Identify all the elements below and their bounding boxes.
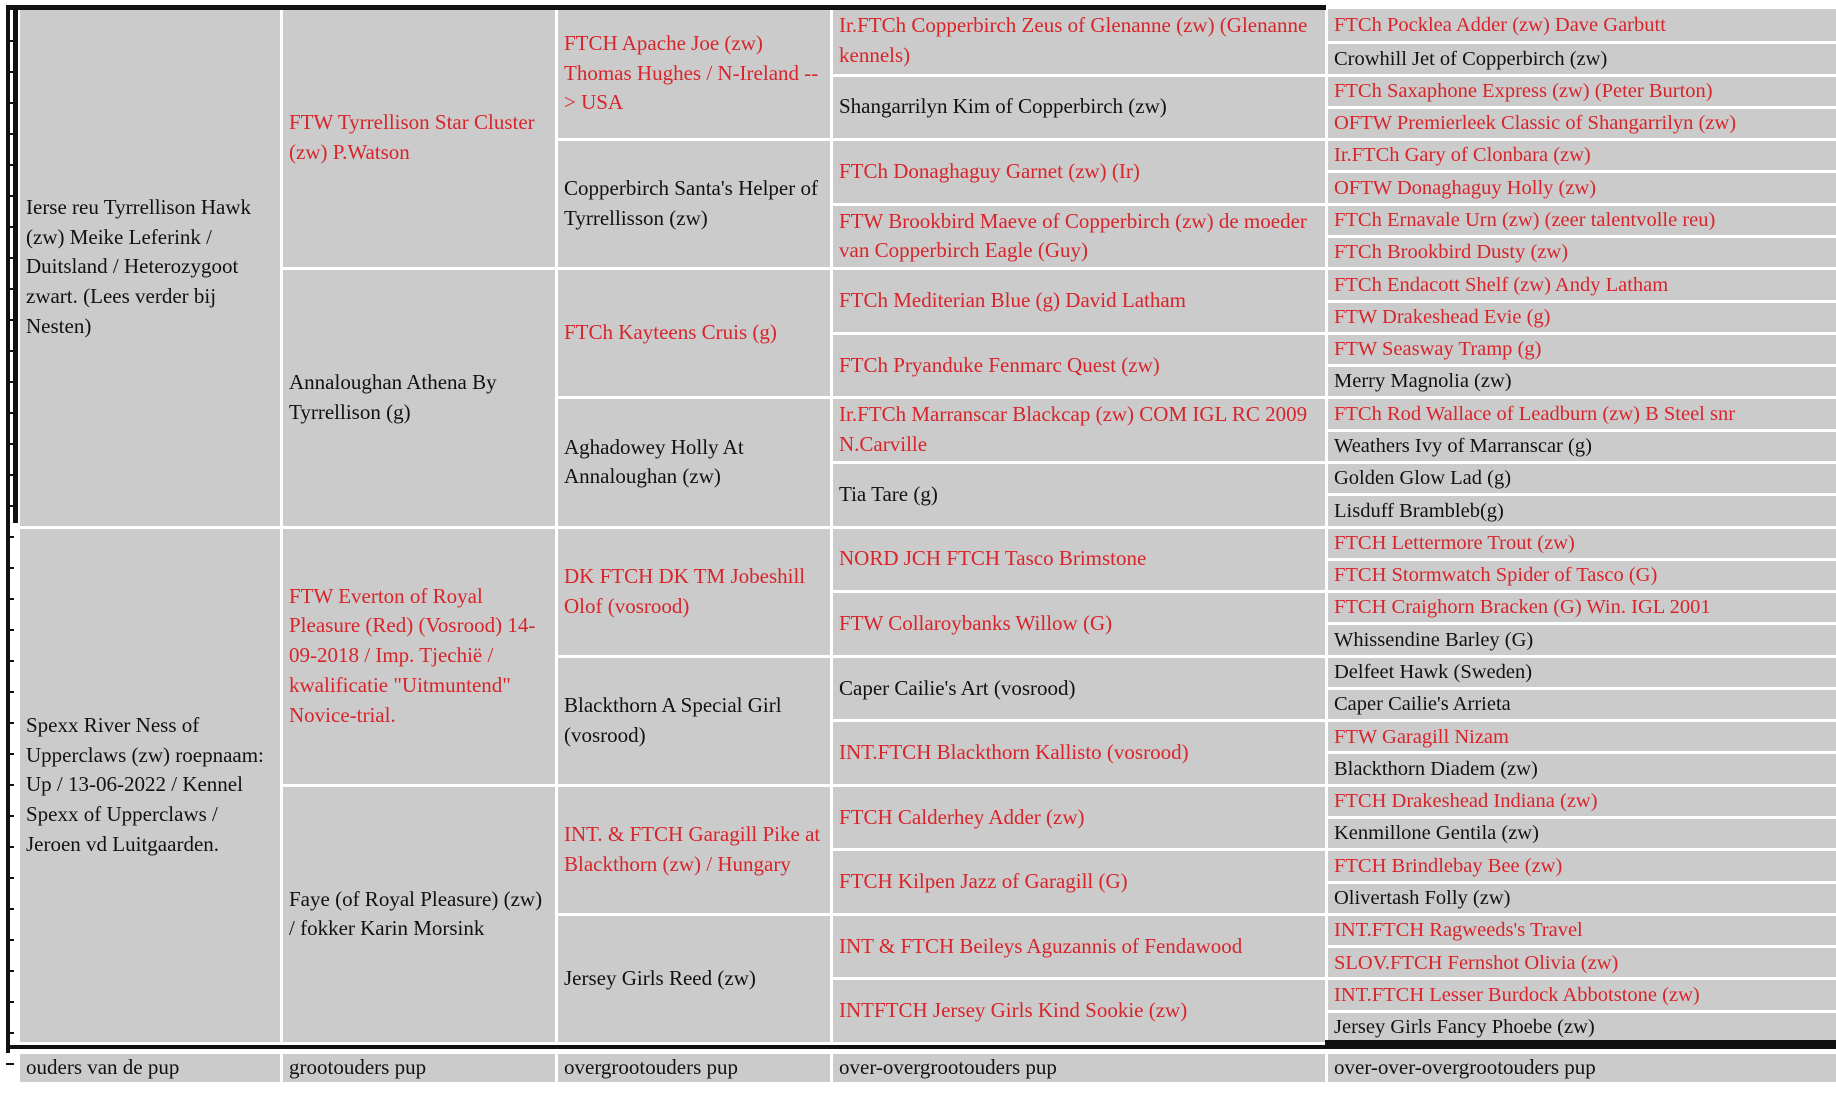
dog-name: Caper Cailie's Art (vosrood) (839, 675, 1076, 700)
dog-name: Annaloughan Athena By Tyrrellison (g) (289, 370, 497, 424)
pedigree-cell-gen3 (558, 658, 830, 784)
dog-name: FTCH Kilpen Jazz of Garagill (G) (839, 869, 1128, 894)
dog-name: FTCH Drakeshead Indiana (zw) (1334, 790, 1598, 813)
generation-label-text: over-overgrootouders pup (839, 1055, 1057, 1080)
pedigree-cell-gen5 (1328, 658, 1836, 687)
pedigree-cell-gen3 (558, 916, 830, 1042)
left-edge-tick (6, 598, 14, 600)
dog-name: Kenmillone Gentila (zw) (1334, 822, 1539, 845)
dog-name: Golden Glow Lad (g) (1334, 467, 1512, 490)
pedigree-cell-gen5 (1328, 593, 1836, 622)
generation-label (558, 1054, 830, 1082)
left-edge-tick (6, 536, 14, 538)
dog-name: FTCh Donaghaguy Garnet (zw) (Ir) (839, 159, 1140, 183)
dog-name: FTCh Pryanduke Fenmarc Quest (zw) (839, 352, 1160, 377)
dog-name: INT.FTCH Lesser Burdock Abbotstone (zw) (1334, 983, 1700, 1006)
pedigree-cell-gen4 (833, 980, 1325, 1042)
generation-label (20, 1054, 280, 1082)
left-edge-tick (6, 753, 14, 755)
left-edge-tick (6, 257, 14, 259)
dog-name: FTCh Brookbird Dusty (zw) (1334, 241, 1569, 264)
col1-left-border (13, 5, 18, 523)
pedigree-cell-gen4 (833, 9, 1325, 74)
dog-name: Jersey Girls Reed (zw) (564, 966, 756, 991)
left-edge-tick (6, 474, 14, 476)
left-edge-tick (6, 412, 14, 414)
dog-name: FTCh Endacott Shelf (zw) Andy Latham (1334, 273, 1669, 296)
dog-name: DK FTCH DK TM Jobeshill Olof (vosrood) (564, 563, 806, 618)
pedigree-cell-gen4 (833, 658, 1325, 720)
dog-name: Shangarrilyn Kim of Copperbirch (zw) (839, 94, 1167, 119)
dog-name: Crowhill Jet of Copperbirch (zw) (1334, 47, 1608, 70)
pedigree-cell-gen5 (1328, 173, 1836, 202)
pedigree-cell-gen4 (833, 399, 1325, 461)
generation-label-text: grootouders pup (289, 1055, 427, 1080)
dog-name: INTFTCH Jersey Girls Kind Sookie (zw) (839, 998, 1188, 1023)
left-edge-tick (6, 71, 14, 73)
pedigree-cell-gen5 (1328, 561, 1836, 590)
dog-name: SLOV.FTCH Fernshot Olivia (zw) (1334, 951, 1619, 974)
generation-label-text: overgrootouders pup (564, 1055, 738, 1080)
pedigree-cell-gen4 (833, 529, 1325, 591)
pedigree-cell-gen5 (1328, 916, 1836, 945)
pedigree-cell-gen3 (558, 787, 830, 913)
table-top-border (6, 5, 1326, 10)
dog-name: FTW Drakeshead Evie (g) (1334, 305, 1551, 328)
dog-name: INT & FTCH Beileys Aguzannis of Fendawood (839, 933, 1243, 958)
dog-name: Ierse reu Tyrrellison Hawk (zw) Meike Leferink / Duitsland / Heterozygoot zwart. (Lees verder bij Nesten) (26, 194, 251, 338)
pedigree-cell-gen5 (1328, 980, 1836, 1009)
left-edge-tick (6, 164, 14, 166)
pedigree-cell-gen5 (1328, 399, 1836, 428)
left-edge-tick (6, 350, 14, 352)
generation-label (283, 1054, 555, 1082)
left-edge-tick (6, 1032, 14, 1034)
dog-name: FTW Tyrrellison Star Cluster (zw) P.Watson (289, 110, 535, 165)
left-edge-tick (6, 443, 14, 445)
pedigree-cell-gen5 (1328, 884, 1836, 913)
pedigree-cell-gen5 (1328, 270, 1836, 299)
pedigree-cell-gen3 (558, 141, 830, 267)
dog-name: NORD JCH FTCH Tasco Brimstone (839, 546, 1147, 571)
dog-name: Delfeet Hawk (Sweden) (1334, 660, 1533, 683)
dog-name: Jersey Girls Fancy Phoebe (zw) (1334, 1016, 1595, 1039)
dog-name: Weathers Ivy of Marranscar (g) (1334, 435, 1592, 457)
dog-name: FTCH Brindlebay Bee (zw) (1334, 854, 1563, 877)
dog-name: Merry Magnolia (zw) (1334, 370, 1512, 393)
pedigree-cell-gen5 (1328, 948, 1836, 977)
dog-name: FTCH Craighorn Bracken (G) Win. IGL 2001 (1334, 596, 1711, 619)
dog-name: INT. & FTCH Garagill Pike at Blackthorn (zw) / Hungary (564, 822, 821, 876)
dog-name: Ir.FTCh Gary of Clonbara (zw) (1334, 144, 1591, 167)
pedigree-cell-gen5 (1328, 529, 1836, 558)
dog-name: FTCh Saxaphone Express (zw) (Peter Burton) (1334, 79, 1713, 102)
left-edge-tick (6, 846, 14, 848)
dog-name: FTCh Kayteens Cruis (g) (564, 320, 777, 345)
dog-name: Faye (of Royal Pleasure) (zw) / fokker Karin Morsink (289, 886, 543, 941)
pedigree-cell-gen5 (1328, 335, 1836, 364)
pedigree-cell-gen4 (833, 141, 1325, 203)
dog-name: FTCh Pocklea Adder (zw) Dave Garbutt (1334, 13, 1666, 36)
table-bottom-border (6, 1045, 1836, 1049)
pedigree-cell-gen4 (833, 77, 1325, 139)
left-edge-tick (6, 877, 14, 879)
pedigree-cell-gen5 (1328, 9, 1836, 41)
pedigree-cell-gen2 (283, 787, 555, 1042)
dog-name: Blackthorn Diadem (zw) (1334, 757, 1538, 780)
dog-name: Lisduff Brambleb(g) (1334, 499, 1504, 522)
pedigree-cell-gen5 (1328, 109, 1836, 138)
generation-label-text: ouders van de pup (26, 1055, 180, 1080)
pedigree-cell-gen5 (1328, 367, 1836, 396)
left-edge-tick (6, 660, 14, 662)
pedigree-cell-gen5 (1328, 44, 1836, 73)
left-edge-tick (6, 939, 14, 941)
dog-name: FTCH Lettermore Trout (zw) (1334, 531, 1575, 554)
pedigree-cell-gen4 (833, 335, 1325, 397)
dog-name: FTW Collaroybanks Willow (G) (839, 610, 1113, 635)
dog-name: Copperbirch Santa's Helper of Tyrrellisson (zw) (564, 176, 818, 231)
pedigree-cell-gen1 (20, 529, 280, 1043)
dog-name: FTCH Calderhey Adder (zw) (839, 804, 1085, 829)
pedigree-cell-gen1 (20, 9, 280, 526)
pedigree-cell-gen5 (1328, 625, 1836, 654)
dog-name: FTW Brookbird Maeve of Copperbirch (zw) de moeder van Copperbirch Eagle (Guy) (839, 208, 1307, 263)
dog-name: INT.FTCH Ragweeds's Travel (1334, 919, 1583, 942)
pedigree-cell-gen5 (1328, 432, 1836, 461)
pedigree-cell-gen4 (833, 851, 1325, 913)
dog-name: Ir.FTCh Copperbirch Zeus of Glenanne (zw) (Glenanne kennels) (839, 13, 1308, 68)
pedigree-cell-gen4 (833, 593, 1325, 655)
left-edge-tick (6, 40, 14, 42)
pedigree-cell-gen5 (1328, 851, 1836, 880)
pedigree-cell-gen5 (1328, 722, 1836, 751)
pedigree-cell-gen5 (1328, 754, 1836, 783)
left-edge-tick (6, 1063, 14, 1065)
pedigree-cell-gen3 (558, 9, 830, 138)
pedigree-cell-gen2 (283, 270, 555, 525)
left-edge-tick (6, 722, 14, 724)
pedigree-cell-gen2 (283, 529, 555, 784)
pedigree-cell-gen3 (558, 529, 830, 655)
pedigree-cell-gen5 (1328, 1013, 1836, 1042)
pedigree-cell-gen5 (1328, 819, 1836, 848)
pedigree-cell-gen5 (1328, 303, 1836, 332)
dog-name: OFTW Premierleek Classic of Shangarrilyn (zw) (1334, 112, 1737, 135)
pedigree-cell-gen4 (833, 787, 1325, 849)
pedigree-cell-gen5 (1328, 206, 1836, 235)
dog-name: FTCh Rod Wallace of Leadburn (zw) B Steel snr (1334, 402, 1736, 425)
dog-name: Spexx River Ness of Upperclaws (zw) roepnaam: Up / 13-06-2022 / Kennel Spexx of Upperclaws / Jeroen vd Luitgaarden. (26, 712, 264, 856)
pedigree-cell-gen5 (1328, 690, 1836, 719)
left-edge-tick (6, 133, 14, 135)
pedigree-cell-gen4 (833, 722, 1325, 784)
left-edge-tick (6, 505, 14, 507)
dog-name: Olivertash Folly (zw) (1334, 886, 1511, 909)
left-edge-tick (6, 381, 14, 383)
dog-name: Tia Tare (g) (839, 481, 938, 506)
pedigree-cell-gen2 (283, 9, 555, 267)
pedigree-cell-gen5 (1328, 238, 1836, 267)
pedigree-cell-gen5 (1328, 141, 1836, 170)
pedigree-cell-gen5 (1328, 787, 1836, 816)
dog-name: Aghadowey Holly At Annaloughan (zw) (564, 434, 744, 489)
table-left-border (6, 5, 10, 1053)
pedigree-cell-gen4 (833, 270, 1325, 332)
dog-name: FTW Everton of Royal Pleasure (Red) (Vosrood) 14-09-2018 / Imp. Tjechië / kwalificatie "Uitmuntend" Novice-trial. (289, 583, 536, 727)
pedigree-cell-gen5 (1328, 77, 1836, 106)
pedigree-cell-gen4 (833, 916, 1325, 978)
left-edge-tick (6, 784, 14, 786)
pedigree-cell-gen5 (1328, 464, 1836, 493)
pedigree-cell-gen3 (558, 270, 830, 396)
left-edge-tick (6, 567, 14, 569)
dog-name: FTCH Stormwatch Spider of Tasco (G) (1334, 564, 1658, 587)
generation-label (1328, 1054, 1836, 1082)
generation-label-text: over-over-overgrootouders pup (1334, 1055, 1596, 1080)
pedigree-cell-gen3 (558, 399, 830, 525)
dog-name: Blackthorn A Special Girl (vosrood) (564, 692, 782, 747)
pedigree-cell-gen5 (1328, 496, 1836, 525)
pedigree-cell-gen4 (833, 206, 1325, 268)
dog-name: FTCH Apache Joe (zw) Thomas Hughes / N-Ireland --> USA (564, 30, 819, 115)
pedigree-cell-gen4 (833, 464, 1325, 526)
left-edge-tick (6, 288, 14, 290)
dog-name: Whissendine Barley (G) (1334, 628, 1534, 651)
generation-label (833, 1054, 1325, 1082)
left-edge-tick (6, 908, 14, 910)
left-edge-tick (6, 1001, 14, 1003)
left-edge-tick (6, 319, 14, 321)
dog-name: FTW Garagill Nizam (1334, 725, 1509, 748)
dog-name: INT.FTCH Blackthorn Kallisto (vosrood) (839, 740, 1189, 765)
left-edge-tick (6, 815, 14, 817)
dog-name: FTCh Mediterian Blue (g) David Latham (839, 288, 1187, 313)
left-edge-tick (6, 691, 14, 693)
left-edge-tick (6, 195, 14, 197)
dog-name: Ir.FTCh Marranscar Blackcap (zw) COM IGL RC 2009 N.Carville (839, 402, 1308, 457)
dog-name: Caper Cailie's Arrieta (1334, 693, 1511, 716)
left-edge-tick (6, 226, 14, 228)
left-edge-tick (6, 970, 14, 972)
dog-name: FTW Seasway Tramp (g) (1334, 338, 1542, 361)
left-edge-tick (6, 629, 14, 631)
dog-name: FTCh Ernavale Urn (zw) (zeer talentvolle reu) (1334, 209, 1716, 232)
left-edge-tick (6, 102, 14, 104)
dog-name: OFTW Donaghaguy Holly (zw) (1334, 176, 1597, 199)
